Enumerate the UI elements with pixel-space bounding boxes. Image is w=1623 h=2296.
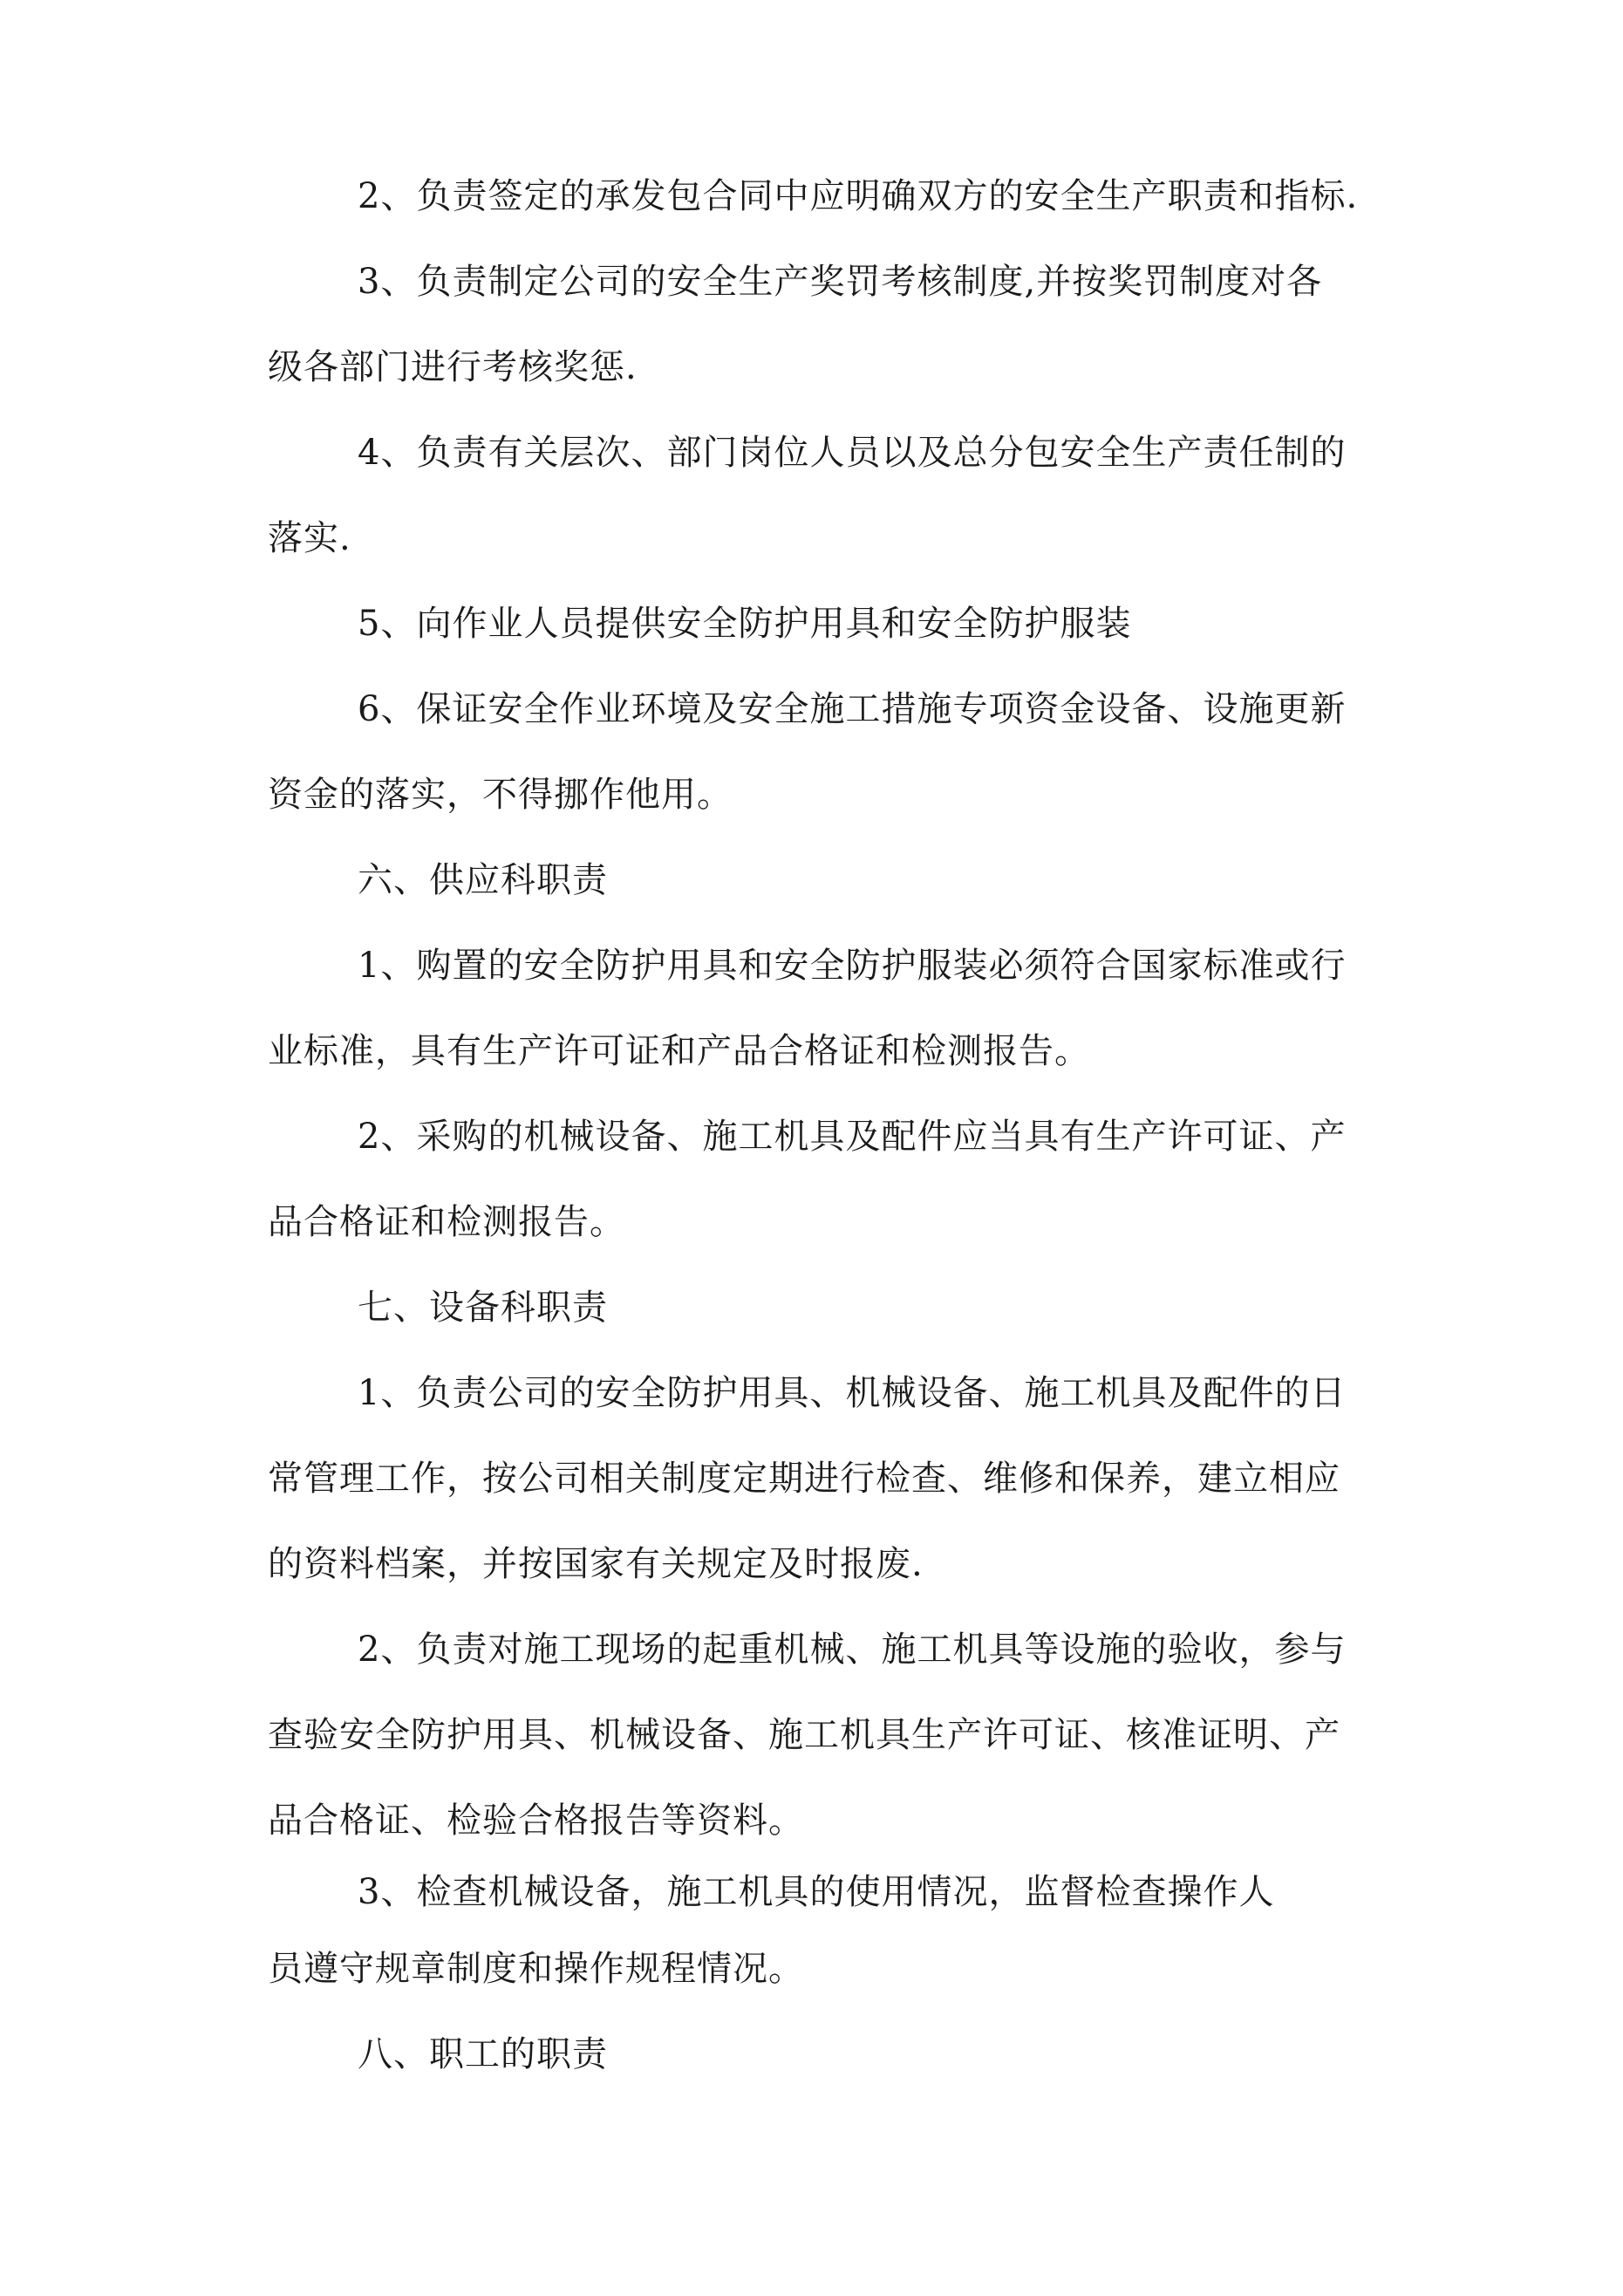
item-3-line-1: 3、负责制定公司的安全生产奖罚考核制度,并按奖罚制度对各 bbox=[358, 262, 1323, 302]
equipment-item-1-line-3: 的资料档案，并按国家有关规定及时报废. bbox=[268, 1544, 924, 1584]
item-4-line-1: 4、负责有关层次、部门岗位人员以及总分包安全生产责任制的 bbox=[358, 433, 1347, 473]
section-heading-equipment: 七、设备科职责 bbox=[358, 1288, 608, 1328]
section-heading-staff: 八、职工的职责 bbox=[358, 2034, 608, 2074]
item-3-line-2: 级各部门进行考核奖惩. bbox=[268, 347, 638, 387]
item-6-line-2: 资金的落实，不得挪作他用。 bbox=[268, 775, 733, 815]
equipment-item-3-line-2: 员遵守规章制度和操作规程情况。 bbox=[268, 1949, 804, 1989]
supply-item-1-line-1: 1、购置的安全防护用具和安全防护服装必须符合国家标准或行 bbox=[358, 946, 1347, 986]
item-4-line-2: 落实. bbox=[268, 518, 351, 558]
section-heading-supply: 六、供应科职责 bbox=[358, 860, 608, 900]
equipment-item-1-line-2: 常管理工作，按公司相关制度定期进行检查、维修和保养，建立相应 bbox=[268, 1459, 1340, 1499]
supply-item-2-line-2: 品合格证和检测报告。 bbox=[268, 1202, 625, 1242]
equipment-item-1-line-1: 1、负责公司的安全防护用具、机械设备、施工机具及配件的日 bbox=[358, 1373, 1347, 1413]
equipment-item-2-line-1: 2、负责对施工现场的起重机械、施工机具等设施的验收，参与 bbox=[358, 1630, 1347, 1670]
equipment-item-2-line-3: 品合格证、检验合格报告等资料。 bbox=[268, 1801, 804, 1841]
item-6-line-1: 6、保证安全作业环境及安全施工措施专项资金设备、设施更新 bbox=[358, 689, 1347, 729]
item-5-line-1: 5、向作业人员提供安全防护用具和安全防护服装 bbox=[358, 604, 1132, 644]
supply-item-1-line-2: 业标准，具有生产许可证和产品合格证和检测报告。 bbox=[268, 1031, 1090, 1071]
item-2-line-1: 2、负责签定的承发包合同中应明确双方的安全生产职责和指标. bbox=[358, 176, 1359, 216]
supply-item-2-line-1: 2、采购的机械设备、施工机具及配件应当具有生产许可证、产 bbox=[358, 1117, 1347, 1157]
equipment-item-3-line-1: 3、检查机械设备，施工机具的使用情况，监督检查操作人 bbox=[358, 1872, 1275, 1912]
equipment-item-2-line-2: 查验安全防护用具、机械设备、施工机具生产许可证、核准证明、产 bbox=[268, 1715, 1340, 1755]
